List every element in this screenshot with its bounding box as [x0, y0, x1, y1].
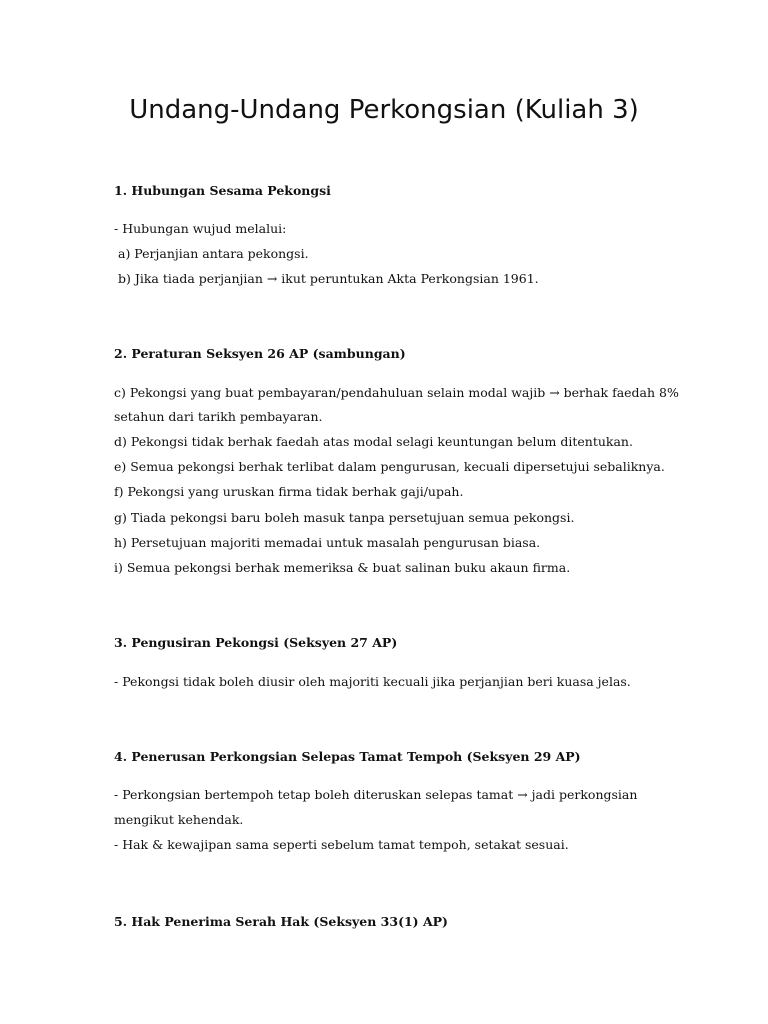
section-1-line-2: a) Perjanjian antara pekongsi.	[118, 246, 309, 261]
section-4-line-2: mengikut kehendak.	[114, 812, 244, 827]
section-2-line-3: d) Pekongsi tidak berhak faedah atas modal selagi keuntungan belum ditentukan.	[114, 434, 633, 449]
section-1-heading: 1. Hubungan Sesama Pekongsi	[114, 183, 331, 198]
section-2-line-1: c) Pekongsi yang buat pembayaran/pendahuluan selain modal wajib → berhak faedah 8%	[114, 385, 679, 400]
section-3-heading: 3. Pengusiran Pekongsi (Seksyen 27 AP)	[114, 635, 398, 650]
section-1-line-1: - Hubungan wujud melalui:	[114, 221, 287, 236]
section-2-line-8: i) Semua pekongsi berhak memeriksa & buat salinan buku akaun firma.	[114, 560, 571, 575]
section-2-heading: 2. Peraturan Seksyen 26 AP (sambungan)	[114, 346, 406, 361]
section-2-line-6: g) Tiada pekongsi baru boleh masuk tanpa persetujuan semua pekongsi.	[114, 510, 575, 525]
section-2-line-5: f) Pekongsi yang uruskan firma tidak berhak gaji/upah.	[114, 484, 464, 499]
section-4-line-3: - Hak & kewajipan sama seperti sebelum tamat tempoh, setakat sesuai.	[114, 837, 569, 852]
section-4-heading: 4. Penerusan Perkongsian Selepas Tamat Tempoh (Seksyen 29 AP)	[114, 749, 581, 764]
section-5-heading: 5. Hak Penerima Serah Hak (Seksyen 33(1) AP)	[114, 914, 448, 929]
section-2-line-2: setahun dari tarikh pembayaran.	[114, 409, 323, 424]
section-3-line-1: - Pekongsi tidak boleh diusir oleh majoriti kecuali jika perjanjian beri kuasa jelas.	[114, 674, 631, 689]
document-title: Undang-Undang Perkongsian (Kuliah 3)	[129, 95, 639, 125]
section-2-line-4: e) Semua pekongsi berhak terlibat dalam pengurusan, kecuali dipersetujui sebaliknya.	[114, 459, 665, 474]
section-2-line-7: h) Persetujuan majoriti memadai untuk masalah pengurusan biasa.	[114, 535, 541, 550]
section-1-line-3: b) Jika tiada perjanjian → ikut peruntukan Akta Perkongsian 1961.	[118, 271, 539, 286]
section-4-line-1: - Perkongsian bertempoh tetap boleh diteruskan selepas tamat → jadi perkongsian	[114, 787, 638, 802]
